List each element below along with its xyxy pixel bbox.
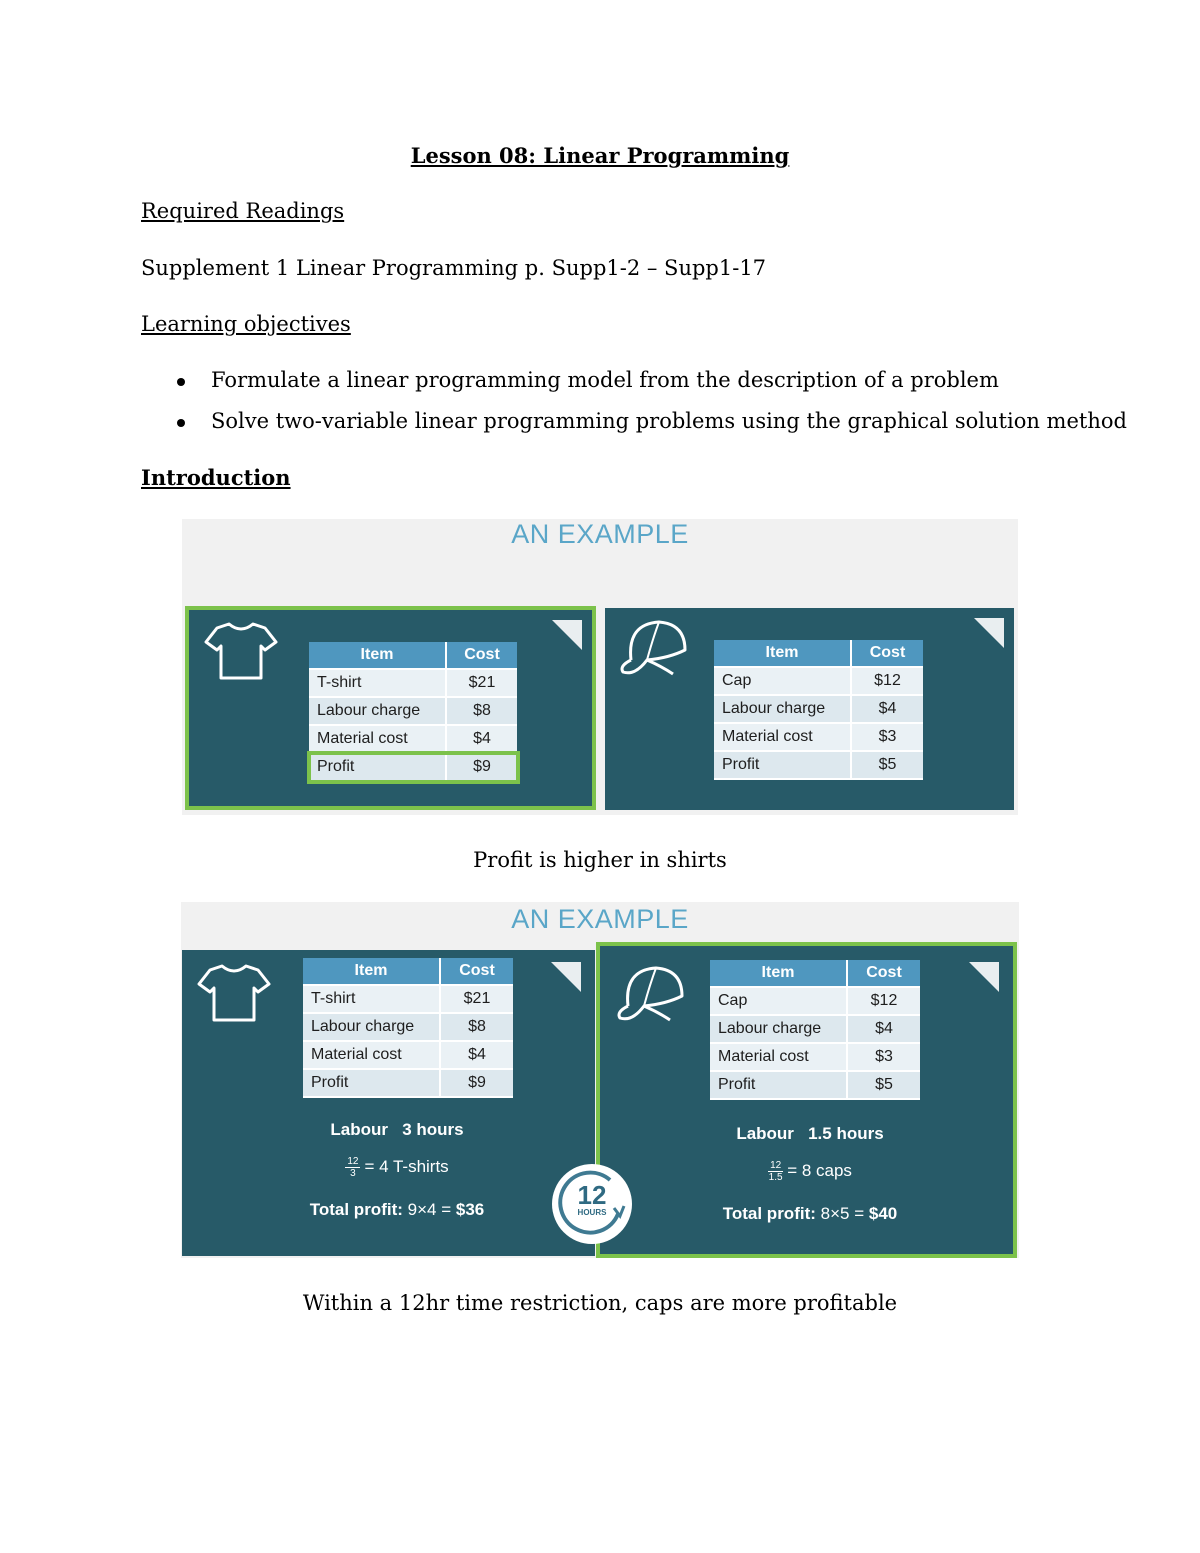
total-label: Total profit: [722, 1204, 816, 1223]
labour-value: 1.5 hours [808, 1124, 884, 1143]
cell-cost: $4 [851, 695, 923, 723]
cell-item: Profit [714, 751, 851, 779]
cell-cost: $9 [446, 753, 517, 781]
total-expr: 8×5 = [820, 1204, 865, 1223]
table-row [309, 697, 517, 725]
cell-item: Material cost [309, 725, 446, 753]
cell-item: T-shirt [303, 985, 440, 1013]
slide2-caption: Within a 12hr time restriction, caps are more profitable [302, 1291, 898, 1315]
cell-cost: $5 [851, 751, 923, 779]
cell-item: Labour charge [710, 1015, 847, 1043]
cap-icon [617, 616, 691, 678]
quantity-result: = 8 caps [787, 1160, 852, 1180]
cell-item: T-shirt [309, 669, 446, 697]
intro-heading: Introduction [141, 465, 291, 490]
table-row [710, 1071, 920, 1099]
corner-fold-icon [552, 620, 582, 650]
cap-icon [614, 962, 688, 1024]
readings-heading: Required Readings [141, 199, 345, 223]
total-label: Total profit: [309, 1200, 403, 1219]
col-header-cost: Cost [851, 640, 923, 667]
table-row [714, 751, 923, 779]
cell-cost: $4 [446, 725, 517, 753]
objectives-heading: Learning objectives [141, 312, 351, 336]
cell-item: Material cost [710, 1043, 847, 1071]
table-row [714, 695, 923, 723]
cell-item: Profit [710, 1071, 847, 1099]
clock-number: 12 [577, 1180, 607, 1210]
labour-value: 3 hours [402, 1120, 464, 1139]
shirt-cost-table [303, 958, 513, 1098]
table-row [303, 1069, 513, 1097]
quantity-result: = 4 T-shirts [364, 1156, 449, 1176]
cap-labour-line [600, 1124, 1020, 1144]
slide1-caption: Profit is higher in shirts [473, 848, 727, 872]
cell-item: Profit [303, 1069, 440, 1097]
table-row [710, 1043, 920, 1071]
frac-den: 3 [350, 1168, 356, 1179]
readings-text: Supplement 1 Linear Programming p. Supp1-2 – Supp1-17 [141, 256, 767, 280]
cap-cost-table [710, 960, 920, 1100]
fraction [768, 1160, 783, 1183]
cap-quantity-line [600, 1160, 1020, 1183]
tshirt-panel [185, 606, 596, 810]
slide-title: AN EXAMPLE [511, 904, 689, 934]
total-value: $40 [868, 1204, 898, 1223]
cap-panel [605, 608, 1014, 810]
example-slide-2 [181, 902, 1019, 1258]
total-value: $36 [455, 1200, 485, 1219]
cell-cost: $5 [847, 1071, 920, 1099]
cap-total-line [600, 1204, 1020, 1224]
clock-unit: HOURS [577, 1208, 607, 1217]
shirt-quantity-line [182, 1156, 612, 1179]
cell-cost: $12 [851, 667, 923, 695]
col-header-item: Item [303, 958, 440, 985]
cell-cost: $4 [440, 1041, 513, 1069]
labour-label: Labour [330, 1120, 389, 1139]
cell-cost: $8 [446, 697, 517, 725]
cell-item: Cap [714, 667, 851, 695]
shirt-labour-line [182, 1120, 612, 1140]
frac-den: 1.5 [768, 1172, 783, 1183]
cell-cost: $4 [847, 1015, 920, 1043]
fraction [345, 1156, 360, 1179]
objective-text: Formulate a linear programming model from the description of a problem [211, 368, 999, 392]
col-header-cost: Cost [440, 958, 513, 985]
cell-cost: $21 [440, 985, 513, 1013]
page-title: Lesson 08: Linear Programming [410, 143, 790, 168]
table-row [303, 1013, 513, 1041]
col-header-item: Item [309, 642, 446, 669]
cell-item: Material cost [303, 1041, 440, 1069]
profit-highlight [307, 751, 520, 784]
objective-text: Solve two-variable linear programming problems using the graphical solution method [211, 409, 1127, 433]
cell-cost: $3 [851, 723, 923, 751]
table-row [714, 723, 923, 751]
cell-cost: $12 [847, 987, 920, 1015]
cell-item: Labour charge [303, 1013, 440, 1041]
table-row [710, 1015, 920, 1043]
bullet-icon [177, 378, 185, 386]
cell-cost: $9 [440, 1069, 513, 1097]
example-slide-1 [182, 519, 1018, 815]
col-header-cost: Cost [446, 642, 517, 669]
total-expr: 9×4 = [407, 1200, 452, 1219]
tshirt-panel [182, 950, 595, 1256]
frac-num: 12 [347, 1156, 359, 1167]
cell-item: Labour charge [714, 695, 851, 723]
labour-label: Labour [736, 1124, 794, 1143]
table-row [303, 985, 513, 1013]
corner-fold-icon [551, 962, 581, 992]
cell-item: Profit [309, 753, 446, 781]
tshirt-icon [203, 620, 279, 682]
table-row [309, 669, 517, 697]
frac-num: 12 [770, 1160, 782, 1171]
col-header-cost: Cost [847, 960, 920, 987]
table-row [309, 725, 517, 753]
table-row [714, 667, 923, 695]
cell-item: Material cost [714, 723, 851, 751]
table-row [303, 1041, 513, 1069]
col-header-item: Item [714, 640, 851, 667]
corner-fold-icon [974, 618, 1004, 648]
cell-item: Cap [710, 987, 847, 1015]
tshirt-icon [196, 962, 272, 1024]
cap-cost-table [714, 640, 923, 780]
cell-cost: $21 [446, 669, 517, 697]
cell-cost: $8 [440, 1013, 513, 1041]
table-row [710, 987, 920, 1015]
cap-panel [596, 942, 1017, 1258]
cell-cost: $3 [847, 1043, 920, 1071]
corner-fold-icon [969, 962, 999, 992]
shirt-total-line [182, 1200, 612, 1220]
slide-title: AN EXAMPLE [511, 519, 689, 549]
twelve-hours-clock-icon [552, 1164, 632, 1244]
bullet-icon [177, 419, 185, 427]
col-header-item: Item [710, 960, 847, 987]
cell-item: Labour charge [309, 697, 446, 725]
